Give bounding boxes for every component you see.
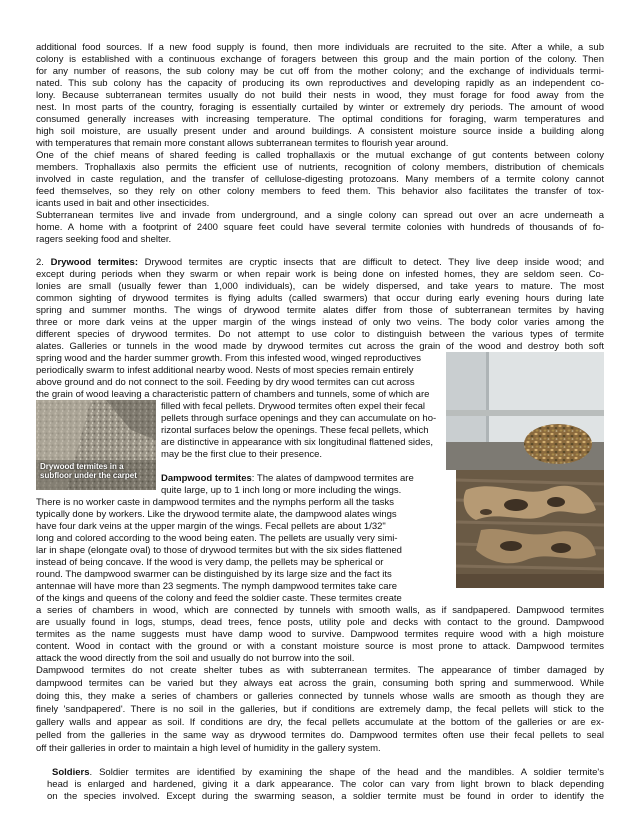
text-line: content. Wood in contact with the ground or with a constant moisture source is most prone to attack. Dampwood termites [36, 641, 604, 652]
photo-caption-line: subfloor under the carpet [40, 471, 137, 480]
text-line: feed themselves, so they rely on other colony members to feed them. This behavior also facilitates the transfer of tox- [36, 186, 604, 197]
text-line: above ground and do not connect to the soil. Feeding by dry wood termites can cut across [36, 377, 415, 388]
text-line: off their galleries in order to maintain a high level of humidity in the gallery system. [36, 743, 381, 754]
text-line: typically done by workers. Like the drywood termite alate, the dampwood alates wings [36, 509, 397, 520]
text-line: icants used in bait and other insecticides. [36, 198, 210, 209]
photo-dampwood-damage-image [456, 470, 604, 588]
drywood-first-text: Drywood termites are cryptic insects that are difficult to detect. They live deep inside wood; and [137, 257, 604, 268]
text-line: except during periods when they swarm or when repair work is being done on infested homes, they are seldom seen. Co- [36, 269, 604, 280]
text-line: high soil moisture, are usually present under and around buildings. A consistent moisture source inside a building along [36, 126, 604, 137]
text-line: One of the chief means of shared feeding is called trophallaxis or the mutual exchange of gut contents between colony [36, 150, 604, 161]
text-line: doing this, they make a series of chambers or galleries connected by tunnels whose walls are smooth as though they are [36, 691, 604, 702]
text-line: have four dark veins at the upper margin of the wings. Fecal pellets are about 1/32" [36, 521, 386, 532]
text-line: termites as the name suggests must have damp wood to survive. Dampwood termites require wood with a high moisture [36, 629, 604, 640]
dampwood-first-line [161, 473, 456, 485]
text-line: finely 'sandpapered'. There is no soil in the galleries, but if conditions are extremely damp, the fecal pellets will stick to the [36, 704, 604, 715]
text-line: three or more dark veins at the upper margin of the wings instead of only two veins. The body color varies among the [36, 317, 604, 328]
dampwood-heading: Dampwood termites [161, 473, 252, 484]
text-line: filled with fecal pellets. Drywood termites often expel their fecal [161, 401, 426, 412]
text-line: members. Trophallaxis also permits the efficient use of nutrients, recognition of colony members, distribution of chemicals [36, 162, 604, 173]
text-line: attack the wood directly from the soil and usually do not burrow into the soil. [36, 653, 355, 664]
text-line: of the kings and queens of the colony and feed the soldier caste. These termites create [36, 593, 402, 604]
photo-caption-line: Drywood termites in a [40, 462, 124, 471]
text-line: antennae will have more than 23 segments. The nymph dampwood termites take care [36, 581, 398, 592]
text-line: home. A home with a footprint of 2400 square feet could have several termite colonies with hundreds of thousands of fo- [36, 222, 604, 233]
text-line: a series of chambers in wood, which are connected by tunnels with smooth walls, as if sandpapered. Dampwood termites [36, 605, 604, 616]
photo-drywood-subfloor [36, 400, 156, 490]
soldiers-heading: Soldiers [52, 767, 90, 778]
text-line: involved in caste regulation, and the transfer of cellulose-digesting protozoans. Many members of a termite colony cannot [36, 174, 604, 185]
text-line: nated. This sub colony has the capacity of producing its own reproductives and developing rapidly as an independent co- [36, 78, 604, 89]
soldiers-first-text: . Soldier termites are identified by examining the shape of the head and the mandibles. A soldier termite's [89, 767, 604, 778]
text-line: are distinctive in appearance with six longitudinal flattened sides, [161, 437, 433, 448]
text-line: quite large, up to 1 inch long or more including the wings. [161, 485, 402, 496]
text-line: head is enlarged and hardened, giving it a dark appearance. The color can vary from light brown to black depending [47, 779, 604, 790]
text-line: colony is established with a continuous exchange of foragers between this group and the main portion of the colony. Then [36, 54, 604, 65]
text-line: lonies are small (usually fewer than 1,000 individuals), can be widely dispersed, and take years to mature. The most [36, 281, 604, 292]
text-line: may be the first clue to their presence. [161, 449, 323, 460]
text-line: are usually found in logs, stumps, dead trees, fence posts, utility pole and decks with contact to the ground. Dampwood [36, 617, 604, 628]
photo-dampwood-damage [456, 470, 604, 588]
soldiers-first-line [52, 767, 604, 779]
text-line: lony. Because subterranean termites usually do not build their nests in wood, they must forage for food away from the [36, 90, 604, 101]
text-line: Subterranean termites live and invade from underground, and a single colony can spread out over an acre underneath a [36, 210, 604, 221]
text-line: Dampwood termites do not create shelter tubes as with subterranean termites. The appearance of timber damaged by [36, 665, 604, 676]
text-line: alates. Galleries or tunnels in the wood made by drywood termites cut across the grain of the wood and destroy both soft [36, 341, 604, 352]
drywood-first-line [36, 257, 604, 269]
photo-wall-pellets-image [446, 352, 604, 470]
text-line: instead of being concave. If the wood is very damp, the pellets may be spherical or [36, 557, 384, 568]
text-line: common sighting of drywood termites is flying adults (called swarmers) that occur during early evening hours during late [36, 293, 604, 304]
drywood-heading: Drywood termites: [50, 257, 138, 268]
text-line: pellets through surface openings and they can accumulate on ho- [161, 413, 437, 424]
text-line: gallery walls and appear as soil. If conditions are dry, the fecal pellets accumulate at the bottom of the galleries or are ex- [36, 717, 604, 728]
text-line: long and colored according to the wood being eaten. The pellets are usually very simi- [36, 533, 398, 544]
section-number: 2. [36, 257, 51, 268]
text-line: consumed generally increases with increasing temperature. The optimal conditions for foraging, warm temperatures and [36, 114, 604, 125]
text-line: pelled from the galleries in the same way as drywood termites do. Dampwood termites often use their fecal pellets to seal [36, 730, 604, 741]
text-line: round. The dampwood swarmer can be distinguished by its large size and the fact its [36, 569, 392, 580]
text-line: on the species involved. Except during the swarming season, a soldier termite must be found in order to identify the [47, 791, 604, 802]
text-line: spring wood and the harder summer growth. From this infested wood, winged reproductives [36, 353, 421, 364]
photo-wall-pellets [446, 352, 604, 470]
text-line: different species of drywood termites. Do not attempt to use color to distinguish between the various types of termite [36, 329, 604, 340]
text-line: additional food sources. If a new food supply is found, then more individuals are recruited to the site. After a while, a sub [36, 42, 604, 53]
text-line: the grain of wood leaving a characteristic pattern of chambers and tunnels, some of which are [36, 389, 430, 400]
text-line: ragers seeking food and shelter. [36, 234, 172, 245]
text-line: spring and summer months. The wings of drywood termite alates differ from those of subterranean termites by having [36, 305, 604, 316]
text-line: lar in shape (elongate oval) to those of drywood termites but with the six sides flattened [36, 545, 402, 556]
dampwood-first-text: : The alates of dampwood termites are [251, 473, 414, 484]
text-line: There is no worker caste in dampwood termites and the nymphs perform all the tasks [36, 497, 394, 508]
text-line: rizontal surfaces below the openings. These fecal pellets, which [161, 425, 429, 436]
text-line: periodically swarm to infest additional nearby wood. Nests of most species remain entirely [36, 365, 414, 376]
text-line: with temperatures that remain more constant allows subterranean termites to flourish year around. [36, 138, 449, 149]
text-line: dampwood termites can be varied but they always eat across the grain, consuming both spring and summerwood. While [36, 678, 604, 689]
text-line: for any number of reasons, the sub colony may be cut off from the mother colony; and the exchange of individuals termi- [36, 66, 604, 77]
text-line: nest. In most parts of the country, foraging is essentially curtailed by winter or extremely dry periods. The amount of wood [36, 102, 604, 113]
